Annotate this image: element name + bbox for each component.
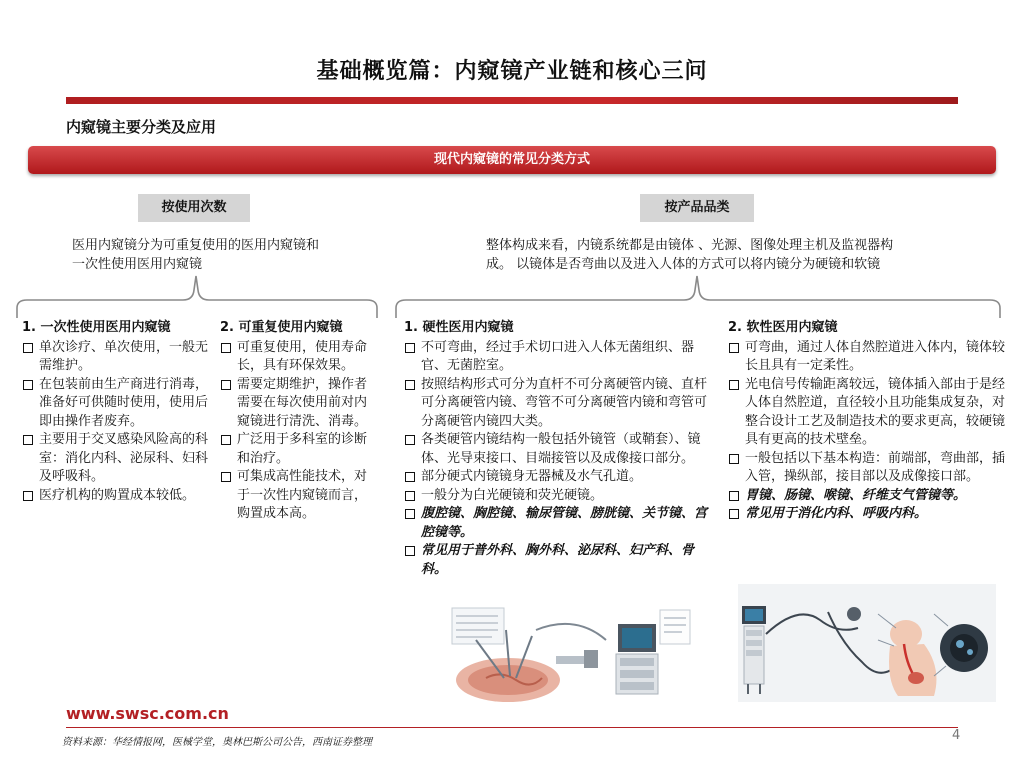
product-description: 整体构成来看，内镜系统都是由镜体 、光源、图像处理主机及监视器构成。 以镜体是否弯曲以及进入人体的方式可以将内镜分为硬镜和软镜: [486, 238, 894, 272]
product-category-tag: 按产品品类: [640, 194, 754, 222]
checkbox-icon: [405, 546, 415, 556]
disposable-endoscope-column: [22, 319, 212, 505]
section-title: 内窥镜主要分类及应用: [66, 118, 217, 136]
checkbox-icon: [405, 343, 415, 353]
list-item: 单次诊疗、单次使用，一般无需维护。: [22, 339, 212, 376]
title-divider: [66, 97, 958, 104]
footer-divider: [66, 727, 958, 728]
rigid-endoscope-illustration: [446, 600, 692, 704]
list-item: 常见用于普外科、胸外科、泌尿科、妇产科、骨科。: [404, 542, 716, 579]
checkbox-icon: [23, 435, 33, 445]
checkbox-icon: [23, 491, 33, 501]
checkbox-icon: [729, 509, 739, 519]
checkbox-icon: [405, 435, 415, 445]
source-note: 资料来源：华经情报网，医械学堂，奥林巴斯公司公告，西南证券整理: [62, 737, 372, 748]
checkbox-icon: [221, 343, 231, 353]
checkbox-icon: [729, 380, 739, 390]
rigid-endoscope-diagram: [446, 600, 692, 704]
list-item: 在包装前由生产商进行消毒，准备好可供随时使用，使用后即由操作者废弃。: [22, 376, 212, 432]
list-item: 各类硬管内镜结构一般包括外镜管（或鞘套）、镜体、光导束接口、目端接管以及成像接口部分。: [404, 431, 716, 468]
list-item: 腹腔镜、胸腔镜、输尿管镜、膀胱镜、关节镜、宫腔镜等。: [404, 505, 716, 542]
website-link[interactable]: www.swsc.com.cn: [66, 704, 229, 723]
list-item: 可重复使用，使用寿命长，具有环保效果。: [220, 339, 372, 376]
page-title: 基础概览篇：内窥镜产业链和核心三问: [316, 59, 708, 84]
column-heading: 1. 一次性使用医用内窥镜: [22, 320, 171, 335]
checkbox-icon: [23, 343, 33, 353]
list-item: 一般包括以下基本构造：前端部，弯曲部，插入管，操纵部，接目部以及成像接口部。: [728, 450, 1008, 487]
list-item: 主要用于交叉感染风险高的科室：消化内科、泌尿科、妇科及呼吸科。: [22, 431, 212, 487]
rigid-endoscope-column: [404, 319, 716, 579]
list-item: 胃镜、肠镜、喉镜、纤维支气管镜等。: [728, 487, 1008, 506]
reusable-endoscope-column: [220, 319, 372, 524]
checkbox-icon: [221, 472, 231, 482]
list-item: 可弯曲，通过人体自然腔道进入体内，镜体较长且具有一定柔性。: [728, 339, 1008, 376]
checkbox-icon: [405, 380, 415, 390]
checkbox-icon: [729, 454, 739, 464]
checkbox-icon: [729, 343, 739, 353]
list-item: 广泛用于多科室的诊断和治疗。: [220, 431, 372, 468]
list-item: 一般分为白光硬镜和荧光硬镜。: [404, 487, 716, 506]
list-item: 医疗机构的购置成本较低。: [22, 487, 212, 506]
column-heading: 2. 可重复使用内窥镜: [220, 320, 343, 335]
list-item: 部分硬式内镜镜身无器械及水气孔道。: [404, 468, 716, 487]
list-item: 常见用于消化内科、呼吸内科。: [728, 505, 1008, 524]
checkbox-icon: [405, 491, 415, 501]
right-brace: [396, 276, 1000, 318]
classification-banner: 现代内窥镜的常见分类方式: [28, 146, 996, 174]
flexible-endoscope-column: [728, 319, 1008, 524]
usage-description: 医用内窥镜分为可重复使用的医用内窥镜和一次性使用医用内窥镜: [72, 238, 320, 272]
checkbox-icon: [23, 380, 33, 390]
list-item: 可集成高性能技术，对于一次性内窥镜而言，购置成本高。: [220, 468, 372, 524]
checkbox-icon: [729, 491, 739, 501]
list-item: 不可弯曲，经过手术切口进入人体无菌组织、器官、无菌腔室。: [404, 339, 716, 376]
column-heading: 2. 软性医用内窥镜: [728, 320, 838, 335]
flexible-endoscope-diagram: [738, 584, 996, 702]
checkbox-icon: [221, 435, 231, 445]
checkbox-icon: [405, 509, 415, 519]
usage-count-tag: 按使用次数: [138, 194, 250, 222]
checkbox-icon: [405, 472, 415, 482]
list-item: 需要定期维护，操作者需要在每次使用前对内窥镜进行清洗、消毒。: [220, 376, 372, 432]
left-brace: [17, 276, 377, 318]
page-number: 4: [952, 728, 961, 743]
checkbox-icon: [221, 380, 231, 390]
flexible-endoscope-illustration: [738, 584, 996, 702]
list-item: 光电信号传输距离较远，镜体插入部由于是经人体自然腔道，直径较小且功能集成复杂，对整合设计工艺及制造技术的要求更高，较硬镜具有更高的技术壁垒。: [728, 376, 1008, 450]
list-item: 按照结构形式可分为直杆不可分离硬管内镜、直杆可分离硬管内镜、弯管不可分离硬管内镜和弯管可分离硬管内镜四大类。: [404, 376, 716, 432]
column-heading: 1. 硬性医用内窥镜: [404, 320, 514, 335]
